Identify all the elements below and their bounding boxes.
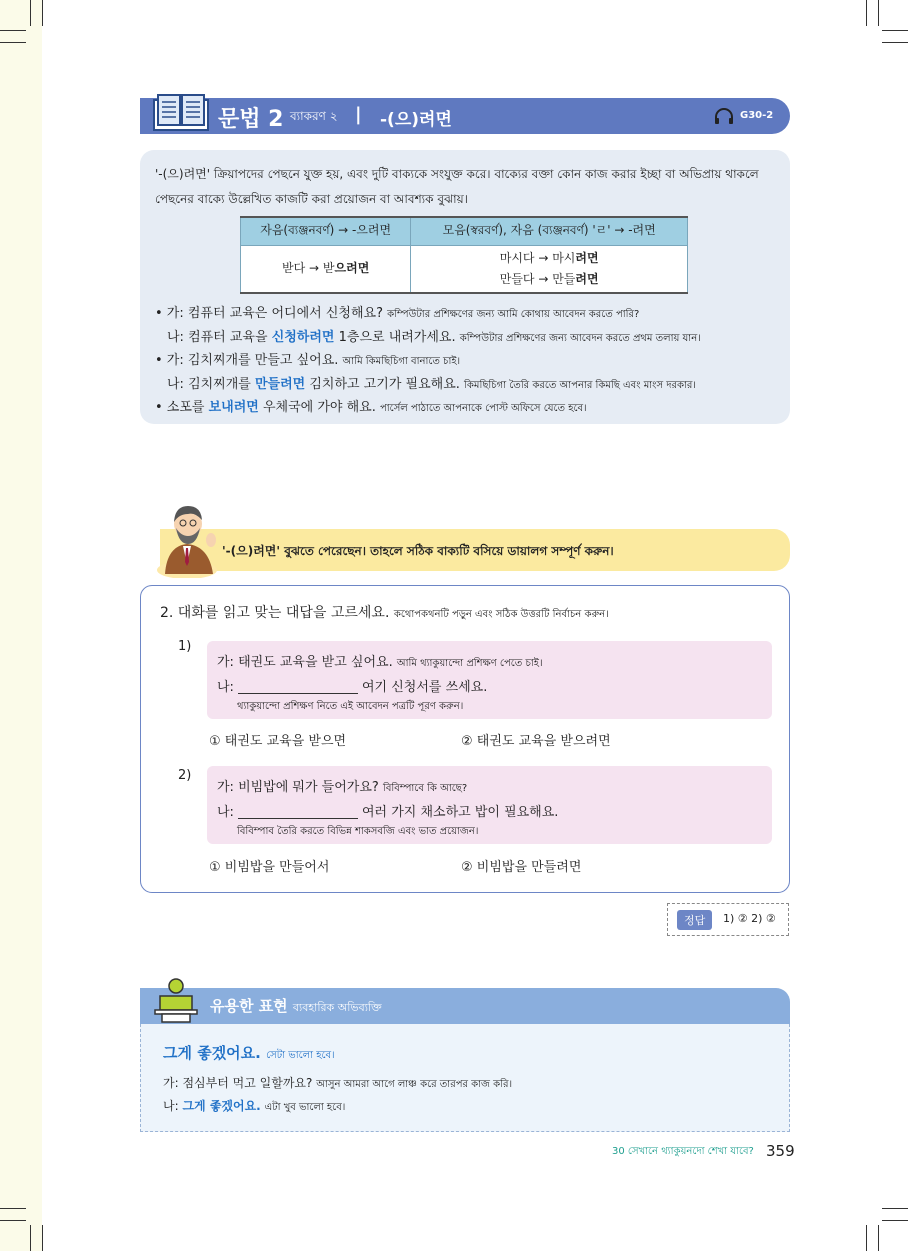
- question-korean: 2. 대화를 읽고 맞는 대답을 고르세요.: [160, 605, 390, 621]
- ga-korean: 가: 태권도 교육을 받고 싶어요.: [217, 655, 393, 670]
- item-number: 1): [178, 639, 192, 654]
- item-number: 2): [178, 768, 192, 783]
- useful-expression: [163, 1042, 335, 1065]
- conj-base: 만들다 → 만들: [499, 271, 576, 286]
- crop-mark: [882, 30, 908, 31]
- option-1[interactable]: ① 태권도 교육을 받으면: [209, 734, 347, 749]
- crop-mark: [866, 1225, 867, 1251]
- example-line: [155, 396, 587, 418]
- crop-mark: [882, 1220, 908, 1221]
- speaker-podium-icon: [152, 976, 200, 1024]
- example-bengali: পার্সেল পাঠাতে আপনাকে পোস্ট অফিসে যেতে হবে।: [379, 403, 587, 414]
- ga-korean: 가: 비빔밥에 뭐가 들어가요?: [217, 780, 379, 795]
- example-korean-end: 우체국에 가야 해요.: [258, 400, 376, 415]
- ga-bengali: আমি থ্যাকুয়ান্দো প্রশিক্ষণ পেতে চাই।: [396, 658, 543, 669]
- headphones-icon[interactable]: [714, 107, 734, 125]
- dialogue-line-na: [217, 676, 487, 695]
- question-bengali: কথোপকথনটি পড়ুন এবং সঠিক উত্তরটি নির্বাচন করুন।: [393, 609, 609, 620]
- crop-mark: [882, 42, 908, 43]
- crop-mark: [866, 0, 867, 26]
- line-bengali: এটা খুব ভালো হবে।: [264, 1102, 346, 1113]
- ga-bengali: বিবিম্পাবে কি আছে?: [382, 783, 468, 794]
- dialogue-line-na: [217, 801, 558, 820]
- example-line: [155, 302, 639, 324]
- grammar-explanation-box: [140, 150, 790, 424]
- example-korean-end: 김치하고 고기가 필요해요.: [305, 377, 460, 392]
- example-korean: 나: 김치찌개를: [167, 377, 255, 392]
- example-highlight: 신청하려면: [271, 330, 335, 345]
- line-highlight: 그게 좋겠어요.: [182, 1099, 261, 1113]
- dialogue-box: [207, 641, 772, 719]
- book-icon: [152, 92, 210, 132]
- table-cell-vowel: [411, 245, 688, 293]
- na-korean: 여기 신청서를 쓰세요.: [361, 680, 488, 695]
- example-line: [167, 373, 696, 395]
- table-cell-consonant: [241, 245, 411, 293]
- example-korean: • 소포를: [155, 400, 209, 415]
- example-line: [155, 349, 460, 371]
- example-highlight: 보내려면: [208, 400, 259, 415]
- grammar-subtitle: ব্যাকরণ ২: [290, 109, 338, 123]
- grammar-pattern: -(으)려면: [380, 110, 452, 130]
- useful-title-korean: 유용한 표현: [210, 997, 288, 1015]
- useful-title-bengali: ব্যবহারিক অভিব্যক্তি: [292, 1001, 382, 1014]
- grammar-separator: |: [355, 104, 362, 125]
- example-korean: 나: 컴퓨터 교육을: [167, 330, 272, 345]
- useful-line-1: [163, 1074, 512, 1094]
- example-korean: • 가: 김치찌개를 만들고 싶어요.: [155, 353, 339, 368]
- useful-expression-header: [140, 988, 790, 1024]
- dialogue-translation: থ্যাকুয়ান্দো প্রশিক্ষণ নিতে এই আবেদন পত্রটি পূরণ করুন।: [237, 701, 464, 712]
- conjugation-table: [240, 216, 688, 294]
- crop-mark: [878, 0, 879, 26]
- crop-mark: [42, 1225, 43, 1251]
- useful-expression-box: [140, 1024, 790, 1132]
- expression-bengali: সেটা ভালো হবে।: [266, 1050, 335, 1061]
- teacher-illustration-icon: [157, 500, 227, 578]
- grammar-header: [140, 98, 790, 134]
- page-margin-band: [0, 0, 42, 1251]
- crop-mark: [882, 1208, 908, 1209]
- crop-mark: [0, 30, 26, 31]
- crop-mark: [878, 1225, 879, 1251]
- useful-title: [210, 995, 382, 1018]
- option-2[interactable]: ② 비빔밥을 만들려면: [461, 860, 582, 875]
- dialogue-line-ga: [217, 776, 467, 798]
- exercise-box: [140, 585, 790, 893]
- example-line: [167, 326, 701, 348]
- grammar-description: '-(으)려면' ক্রিয়াপদের পেছনে যুক্ত হয়, এবং দুটি বাক্যকে সংযুক্ত করে। বাক্যের বক্তা কোন কাজ করার ইচ্ছা বা অভিপ্রায় থাকলে পেছনের বাক্যে উল্লেখিত কাজটি করা প্রয়োজন বা আবশ্যক বুঝায়।: [155, 167, 759, 206]
- line-bengali: আসুন আমরা আগে লাঞ্চ করে তারপর কাজ করি।: [316, 1079, 513, 1090]
- crop-mark: [30, 1225, 31, 1251]
- table-header-vowel: 모음(স্বরবর্ণ), 자음 (ব্যঞ্জনবর্ণ) 'ㄹ' → -려면: [411, 217, 688, 245]
- instruction-text: '-(으)려면' বুঝতে পেরেছেন। তাহলে সঠিক বাক্যটি বসিয়ে ডায়ালগ সম্পূর্ণ করুন।: [222, 544, 614, 558]
- conj-suffix: 려면: [575, 271, 599, 286]
- example-bengali: কম্পিউটার প্রশিক্ষণের জন্য আমি কোথায় আবেদন করতে পারি?: [387, 309, 640, 320]
- crop-mark: [0, 1208, 26, 1209]
- example-bengali: কম্পিউটার প্রশিক্ষণের জন্য আবেদন করতে প্রথম তলায় যান।: [459, 333, 701, 344]
- crop-mark: [42, 0, 43, 26]
- table-header-consonant: 자음(ব্যঞ্জনবর্ণ) → -으려면: [241, 217, 411, 245]
- option-1[interactable]: ① 비빔밥을 만들어서: [209, 860, 330, 875]
- crop-mark: [0, 1220, 26, 1221]
- conj-base: 받다 → 받: [282, 261, 335, 276]
- example-bengali: আমি কিমছিচিগা বানাতে চাই।: [342, 356, 461, 367]
- example-korean-end: 1층으로 내려가세요.: [334, 330, 456, 345]
- answer-value: 1) ② 2) ②: [723, 912, 776, 925]
- line-label: 나:: [163, 1099, 183, 1113]
- answer-blank[interactable]: [238, 682, 358, 694]
- chapter-footer: 30 সেখানে থ্যাকুয়নদো শেখা যাবে?: [612, 1146, 754, 1157]
- line-korean: 가: 점심부터 먹고 일할까요?: [163, 1076, 313, 1090]
- na-label: 나:: [217, 805, 234, 820]
- example-korean: • 가: 컴퓨터 교육은 어디에서 신청해요?: [155, 306, 383, 321]
- answer-blank[interactable]: [238, 807, 358, 819]
- exercise-question: [160, 602, 609, 624]
- na-label: 나:: [217, 680, 234, 695]
- example-highlight: 만들려면: [255, 377, 306, 392]
- na-korean: 여러 가지 채소하고 밥이 필요해요.: [361, 805, 559, 820]
- dialogue-box: [207, 766, 772, 844]
- answer-label: 정답: [677, 910, 712, 930]
- conj-base: 마시다 → 마시: [499, 250, 576, 265]
- conj-suffix: 으려면: [334, 261, 370, 276]
- grammar-title: 문법 2: [218, 107, 284, 132]
- instruction-banner: [160, 529, 790, 571]
- conj-suffix: 려면: [575, 250, 599, 265]
- page-number: 359: [766, 1142, 795, 1160]
- crop-mark: [30, 0, 31, 26]
- dialogue-translation: বিবিম্পাব তৈরি করতে বিভিন্ন শাকসবজি এবং ভাত প্রয়োজন।: [237, 826, 479, 837]
- expression-korean: 그게 좋겠어요.: [163, 1044, 261, 1062]
- answer-key: [667, 903, 789, 936]
- example-bengali: কিমছিচিগা তৈরি করতে আপনার কিমছি এবং মাংস দরকার।: [464, 380, 696, 391]
- dialogue-line-ga: [217, 651, 543, 673]
- audio-track-code: G30-2: [740, 110, 774, 121]
- crop-mark: [0, 42, 26, 43]
- option-2[interactable]: ② 태권도 교육을 받으려면: [461, 734, 611, 749]
- useful-line-2: [163, 1097, 345, 1117]
